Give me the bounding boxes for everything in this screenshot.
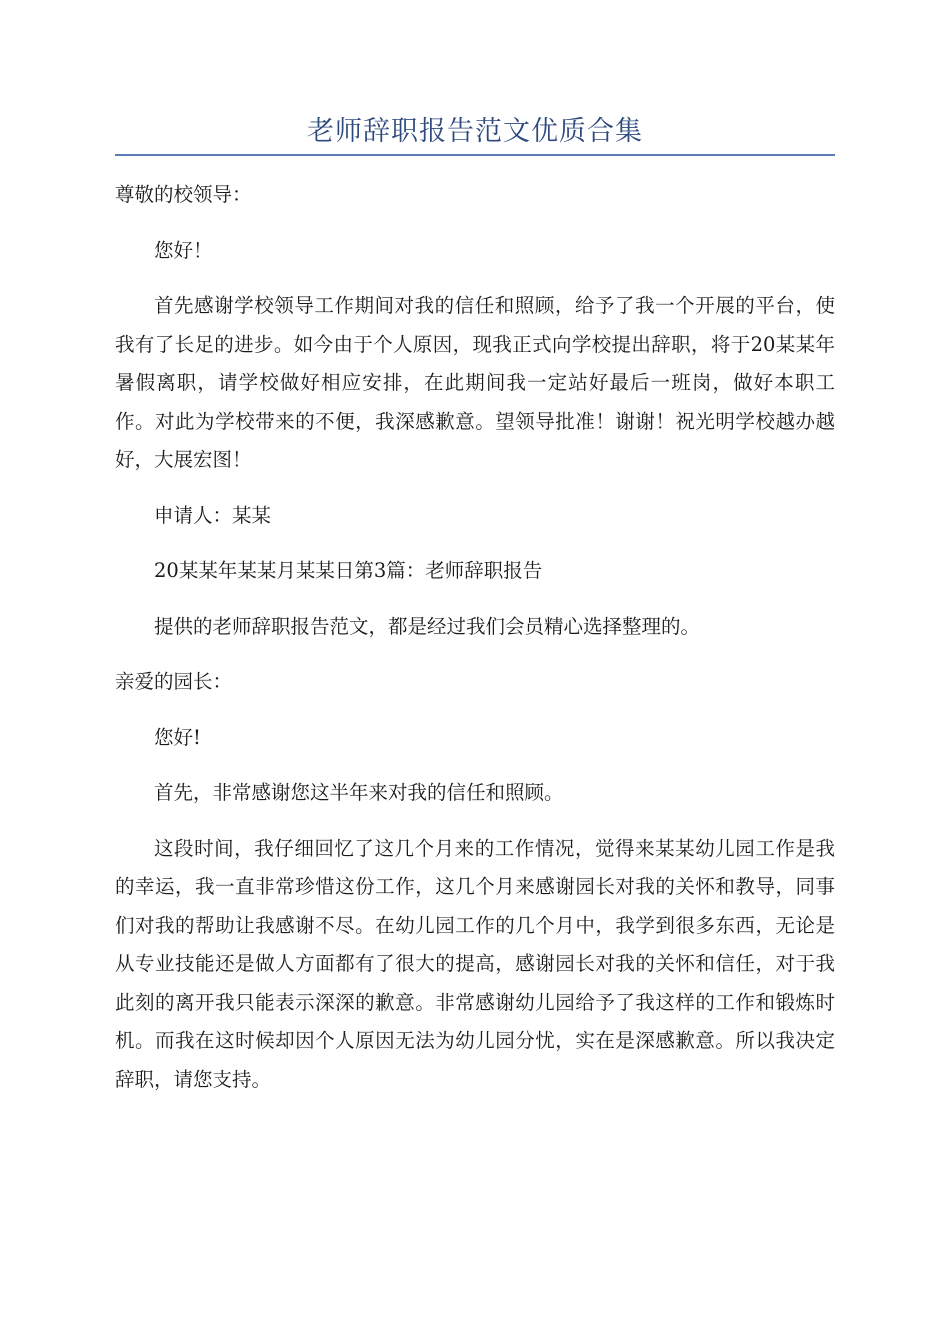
body-paragraph: 这段时间，我仔细回忆了这几个月来的工作情况，觉得来某某幼儿园工作是我的幸运，我一直非常珍惜这份工作，这几个月来感谢园长对我的关怀和教导，同事们对我的帮助让我感谢不尽。在幼儿园工作的几个月中，我学到很多东西，无论是从专业技能还是做人方面都有了很大的提高，感谢园长对我的关怀和信任，对于我此刻的离开我只能表示深深的歉意。非常感谢幼儿园给予了我这样的工作和锻炼时机。而我在这时候却因个人原因无法为幼儿园分忧，实在是深感歉意。所以我决定辞职，请您支持。 bbox=[115, 836, 835, 1091]
body-paragraph: 首先感谢学校领导工作期间对我的信任和照顾，给予了我一个开展的平台，使我有了长足的进步。如今由于个人原因，现我正式向学校提出辞职，将于20某某年暑假离职，请学校做好相应安排，在此期间我一定站好最后一班岗，做好本职工作。对此为学校带来的不便，我深感歉意。望领导批准！谢谢！祝光明学校越办越好，大展宏图！ bbox=[115, 294, 835, 471]
date-line: 20某某年某某月某某日第3篇：老师辞职报告 bbox=[154, 559, 543, 582]
salutation-principal: 亲爱的园长： bbox=[115, 670, 233, 693]
body-paragraph: 提供的老师辞职报告范文，都是经过我们会员精心选择整理的。 bbox=[154, 614, 701, 638]
greeting: 您好！ bbox=[154, 238, 213, 262]
salutation-school: 尊敬的校领导： bbox=[115, 183, 252, 206]
document-body bbox=[115, 176, 835, 1116]
title-underline bbox=[115, 154, 835, 156]
body-paragraph: 首先，非常感谢您这半年来对我的信任和照顾。 bbox=[154, 781, 564, 804]
document-title: 老师辞职报告范文优质合集 bbox=[307, 116, 643, 147]
greeting: 您好! bbox=[154, 725, 201, 749]
applicant-line: 申请人：某某 bbox=[154, 503, 272, 527]
